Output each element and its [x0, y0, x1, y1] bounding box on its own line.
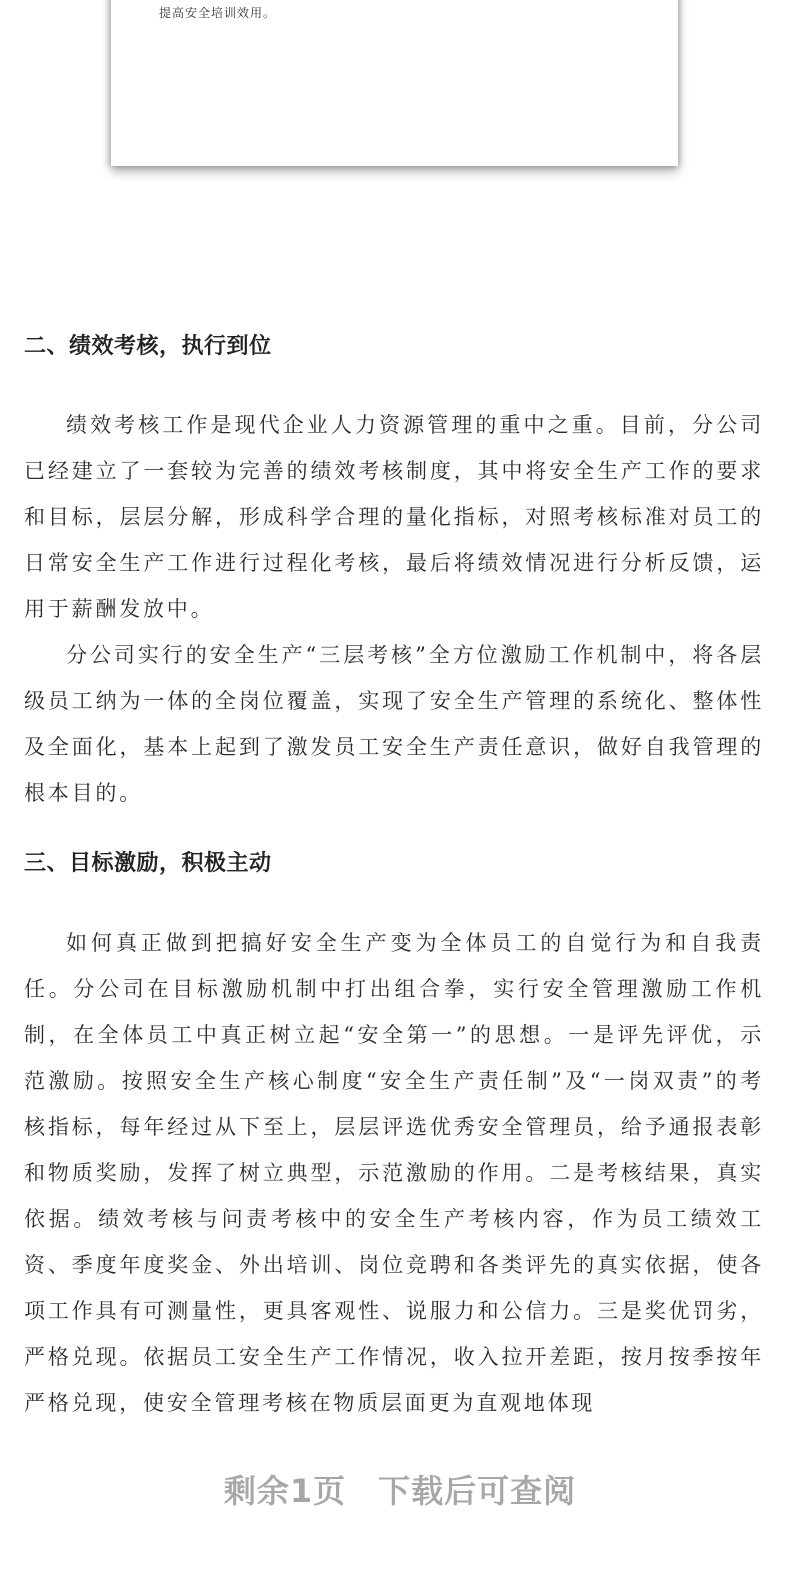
remaining-pages-banner[interactable] [0, 1466, 800, 1512]
section-heading-performance: 二、绩效考核，执行到位 [24, 334, 272, 359]
paragraph-incentive-1: 如何真正做到把搞好安全生产变为全体员工的自觉行为和自我责任。分公司在目标激励机制中打出组合拳，实行安全管理激励工作机制，在全体员工中真正树立起“安全第一”的思想。一是评先评优，示范激励。按照安全生产核心制度“安全生产责任制”及“一岗双责”的考核指标，每年经过从下至上，层层评选优秀安全管理员，给予通报表彰和物质奖励，发挥了树立典型，示范激励的作用。二是考核结果，真实依据。绩效考核与问责考核中的安全生产考核内容，作为员工绩效工资、季度年度奖金、外出培训、岗位竞聘和各类评先的真实依据，使各项工作具有可测量性，更具客观性、说服力和公信力。三是奖优罚劣，严格兑现。依据员工安全生产工作情况，收入拉开差距，按月按季按年严格兑现，使安全管理考核在物质层面更为直观地体现 [24, 931, 764, 1415]
section-heading-incentive: 三、目标激励，积极主动 [24, 851, 272, 876]
preview-text: 提高安全培训效用。 [159, 6, 277, 20]
paragraph-performance-1: 绩效考核工作是现代企业人力资源管理的重中之重。目前，分公司已经建立了一套较为完善的绩效考核制度，其中将安全生产工作的要求和目标，层层分解，形成科学合理的量化指标，对照考核标准对员工的日常安全生产工作进行过程化考核，最后将绩效情况进行分析反馈，运用于薪酬发放中。 [24, 413, 764, 621]
remaining-pages-label: 剩余1页 [223, 1472, 347, 1510]
download-to-view-label: 下载后可查阅 [378, 1472, 577, 1510]
previous-page-preview [111, 0, 678, 166]
paragraph-performance-2: 分公司实行的安全生产“三层考核”全方位激励工作机制中，将各层级员工纳为一体的全岗位覆盖，实现了安全生产管理的系统化、整体性及全面化，基本上起到了激发员工安全生产责任意识，做好自我管理的根本目的。 [24, 643, 764, 805]
